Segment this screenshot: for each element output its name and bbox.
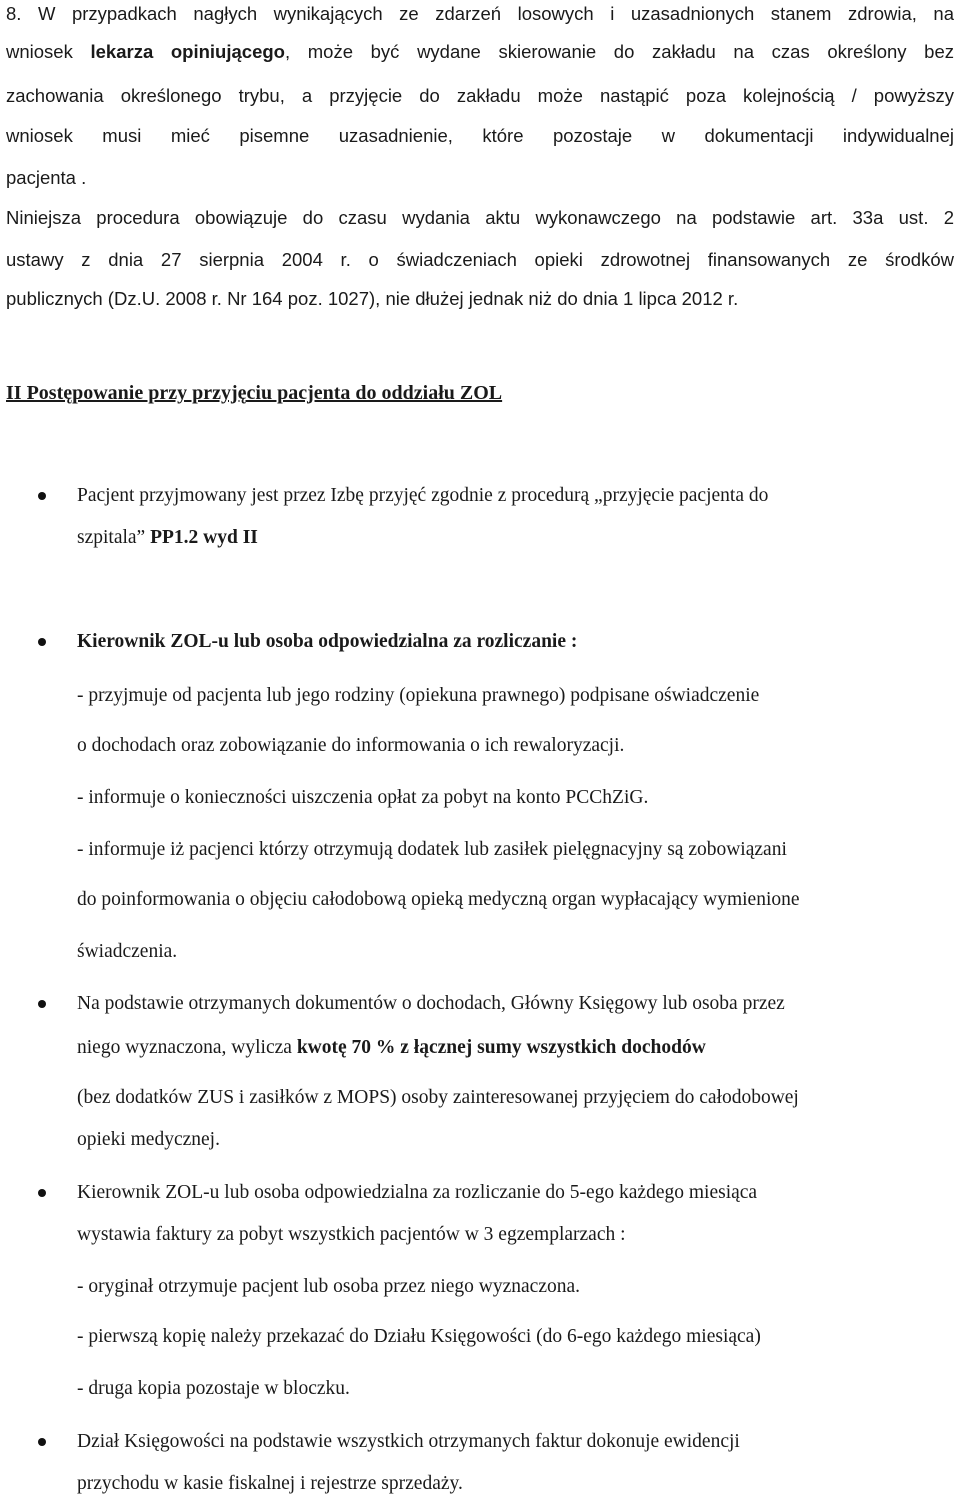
b5-line-1: Dział Księgowości na podstawie wszystkich otrzymanych faktur dokonuje ewidencji xyxy=(77,1431,740,1452)
b2-line-3: - informuje o konieczności uiszczenia opłat za pobyt na konto PCChZiG. xyxy=(77,787,649,808)
procedure-line-3: publicznych (Dz.U. 2008 r. Nr 164 poz. 1027), nie dłużej jednak niż do dnia 1 lipca 2012 r. xyxy=(6,288,739,309)
b4-line-5: - druga kopia pozostaje w bloczku. xyxy=(77,1378,350,1399)
p8-bold-term: lekarza opiniującego xyxy=(90,41,285,62)
bullet-icon xyxy=(38,638,46,646)
b4-line-2: wystawia faktury za pobyt wszystkich pacjentów w 3 egzemplarzach : xyxy=(77,1224,626,1245)
b3-line-2 xyxy=(77,1036,954,1060)
procedure-line-1: Niniejsza procedura obowiązuje do czasu wydania aktu wykonawczego na podstawie art. 33a ust. 2 xyxy=(6,207,954,228)
bullet-icon xyxy=(38,1189,46,1197)
p8-text: wniosek xyxy=(6,41,91,62)
b2-line-5: do poinformowania o objęciu całodobową opieką medyczną organ wypłacający wymienione xyxy=(77,889,800,910)
p8-text: , może być wydane skierowanie do zakładu na czas określony bez xyxy=(284,41,954,62)
b3-line-1: Na podstawie otrzymanych dokumentów o dochodach, Główny Księgowy lub osoba przez xyxy=(77,993,785,1014)
b2-line-6: świadczenia. xyxy=(77,941,178,962)
p8-line-1: 8. W przypadkach nagłych wynikających ze zdarzeń losowych i uzasadnionych stanem zdrowia, na xyxy=(6,3,954,24)
b3-line-3: (bez dodatków ZUS i zasiłków z MOPS) osoby zainteresowanej przyjęciem do całodobowej xyxy=(77,1087,799,1108)
b3-text: niego wyznaczona, wylicza xyxy=(77,1037,297,1058)
b2-line-2: o dochodach oraz zobowiązanie do informowania o ich rewaloryzacji. xyxy=(77,735,625,756)
b3-line-4: opieki medycznej. xyxy=(77,1129,220,1150)
b4-line-4: - pierwszą kopię należy przekazać do Działu Księgowości (do 6-ego każdego miesiąca) xyxy=(77,1326,761,1347)
b3-bold-amount: kwotę 70 % z łącznej sumy wszystkich dochodów xyxy=(296,1037,706,1058)
b2-line-1: - przyjmuje od pacjenta lub jego rodziny (opiekuna prawnego) podpisane oświadczenie xyxy=(77,685,760,706)
p8-line-2 xyxy=(6,40,954,64)
b1-line-1: Pacjent przyjmowany jest przez Izbę przyjęć zgodnie z procedurą „przyjęcie pacjenta do xyxy=(77,485,769,506)
p8-line-4: wniosek musi mieć pisemne uzasadnienie, które pozostaje w dokumentacji indywidualnej xyxy=(6,125,954,146)
b4-line-3: - oryginał otrzymuje pacjent lub osoba przez niego wyznaczona. xyxy=(77,1276,581,1297)
b2-line-4: - informuje iż pacjenci którzy otrzymują dodatek lub zasiłek pielęgnacyjny są zobowiązani xyxy=(77,839,787,860)
bullet-icon xyxy=(38,492,46,500)
b1-bold-ref: PP1.2 wyd II xyxy=(150,527,258,548)
bullet-icon xyxy=(38,1000,46,1008)
b2-heading: Kierownik ZOL-u lub osoba odpowiedzialna za rozliczanie : xyxy=(77,631,578,652)
section-heading: II Postępowanie przy przyjęciu pacjenta do oddziału ZOL xyxy=(6,382,503,404)
b4-line-1: Kierownik ZOL-u lub osoba odpowiedzialna za rozliczanie do 5-ego każdego miesiąca xyxy=(77,1182,758,1203)
bullet-icon xyxy=(38,1438,46,1446)
procedure-line-2: ustawy z dnia 27 sierpnia 2004 r. o świadczeniach opieki zdrowotnej finansowanych ze środków xyxy=(6,249,954,270)
p8-line-5: pacjenta . xyxy=(6,167,87,188)
b1-line-2 xyxy=(77,526,954,550)
b5-line-2: przychodu w kasie fiskalnej i rejestrze sprzedaży. xyxy=(77,1473,463,1494)
p8-line-3: zachowania określonego trybu, a przyjęcie do zakładu może nastąpić poza kolejnością / powyższy xyxy=(6,85,954,106)
b1-text: szpitala” xyxy=(77,527,151,548)
